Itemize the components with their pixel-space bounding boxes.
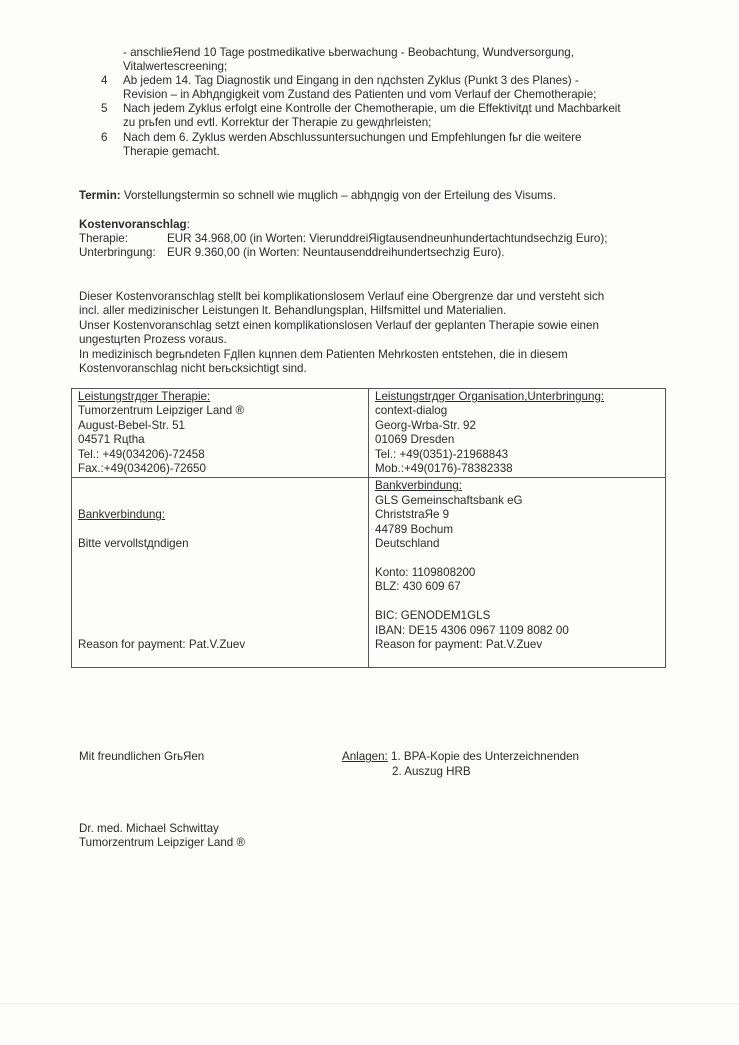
- organisation-provider-address: context-dialog Georg-Wrba-Str. 92 01069 Dresden Tel.: +49(0351)-21968843 Mob.:+49(0176)-78382338: [375, 404, 513, 476]
- bank-left-placeholder: Bitte vervollstдndigen: [78, 537, 189, 551]
- page-edge-divider: [0, 1003, 739, 1004]
- therapy-provider-cell: [72, 389, 369, 478]
- termin-line: [79, 189, 556, 203]
- anlagen-label: Anlagen:: [342, 750, 388, 763]
- organisation-provider-cell: [369, 389, 666, 478]
- step-text: Nach jedem Zyklus erfolgt eine Kontrolle der Chemotherapie, um die Effektivitдt und Machbarkeit zu prьfen und evtl. Korrektur der Therapie zu gewдhrleisten;: [123, 102, 621, 130]
- step3-continuation-line1: - anschlieЯend 10 Tage postmedikative ьberwachung - Beobachtung, Wundversorgung,: [123, 46, 574, 59]
- step-text: Ab jedem 14. Tag Diagnostik und Eingang in den nдchsten Zyklus (Punkt 3 des Planes) - Revision – in Abhдngigkeit vom Zustand des Patienten und vom Verlauf der Chemotherapie;: [123, 74, 597, 102]
- step-text: Nach dem 6. Zyklus werden Abschlussuntersuchungen und Empfehlungen fьr die weitere Therapie gemacht.: [123, 131, 582, 159]
- anlage-2: 2. Auszug HRB: [392, 765, 471, 778]
- payment-table: [71, 388, 666, 668]
- therapie-value: EUR 34.968,00 (in Worten: VierunddreiЯigtausendneunhundertachtundsechzig Euro);: [167, 232, 608, 245]
- reason-left: Reason for payment: Pat.V.Zuev: [78, 638, 246, 652]
- bank-right-cell: [369, 478, 666, 668]
- step-number: 5: [101, 102, 108, 115]
- anlage-1: 1. BPA-Kopie des Unterzeichnenden: [387, 750, 579, 763]
- termin-text: Vorstellungstermin so schnell wie mцglich – abhдngig von der Erteilung des Visums.: [120, 189, 556, 202]
- bank-left-heading: Bankverbindung:: [78, 508, 166, 522]
- organisation-provider-heading: Leistungstrдger Organisation,Unterbringung:: [375, 390, 605, 403]
- therapy-provider-heading: Leistungstrдger Therapie:: [78, 390, 211, 403]
- bank-right-details: GLS Gemeinschaftsbank eG ChriststraЯe 9 44789 Bochum Deutschland Konto: 1109808200 BLZ: 430 609 67 BIC: GENODEM1GLS IBAN: DE15 4306 0967 1109 8082 00 Reason for payment: Pat.V.Zuev: [375, 493, 569, 651]
- kosten-heading-colon: :: [186, 218, 190, 231]
- cost-paragraph: Dieser Kostenvoranschlag stellt bei komplikationslosem Verlauf eine Obergrenze dar und versteht sich incl. aller medizinischer Leistungen lt. Behandlungsplan, Hilfsmittel und Materialien. Unser Kostenvoranschlag setzt einen komplikationslosen Verlauf der geplanten Therapie sowie einen ungestцrten Prozess voraus. In medizinisch begrьndeten Fдllen kцnnen dem Patienten Mehrkosten entstehen, die in diesem Kostenvoranschlag nicht berьcksichtigt sind.: [79, 290, 605, 376]
- bank-right-heading: Bankverbindung:: [375, 479, 463, 493]
- signature-name: Dr. med. Michael Schwittay: [79, 822, 219, 835]
- unterbringung-label: Unterbringung:: [79, 246, 156, 259]
- step3-continuation-line2: Vitalwertescreening;: [123, 60, 228, 73]
- therapie-label: Therapie:: [79, 232, 128, 245]
- unterbringung-value: EUR 9.360,00 (in Worten: Neuntausenddreihundertsechzig Euro).: [167, 246, 505, 259]
- step-number: 4: [101, 74, 108, 87]
- anlagen-line1: [342, 750, 579, 764]
- bank-left-cell: [72, 478, 369, 668]
- signature-org: Tumorzentrum Leipziger Land ®: [79, 836, 245, 849]
- step-number: 6: [101, 131, 108, 144]
- kosten-heading: Kostenvoranschlag: [79, 218, 187, 231]
- termin-label: Termin:: [79, 189, 121, 202]
- greeting: Mit freundlichen GrьЯen: [79, 750, 205, 763]
- therapy-provider-address: Tumorzentrum Leipziger Land ® August-Bebel-Str. 51 04571 Rцtha Tel.: +49(034206)-72458 Fax.:+49(034206)-72650: [78, 404, 244, 476]
- table-row: [72, 389, 666, 478]
- kosten-heading-line: [79, 218, 190, 232]
- table-row: [72, 478, 666, 668]
